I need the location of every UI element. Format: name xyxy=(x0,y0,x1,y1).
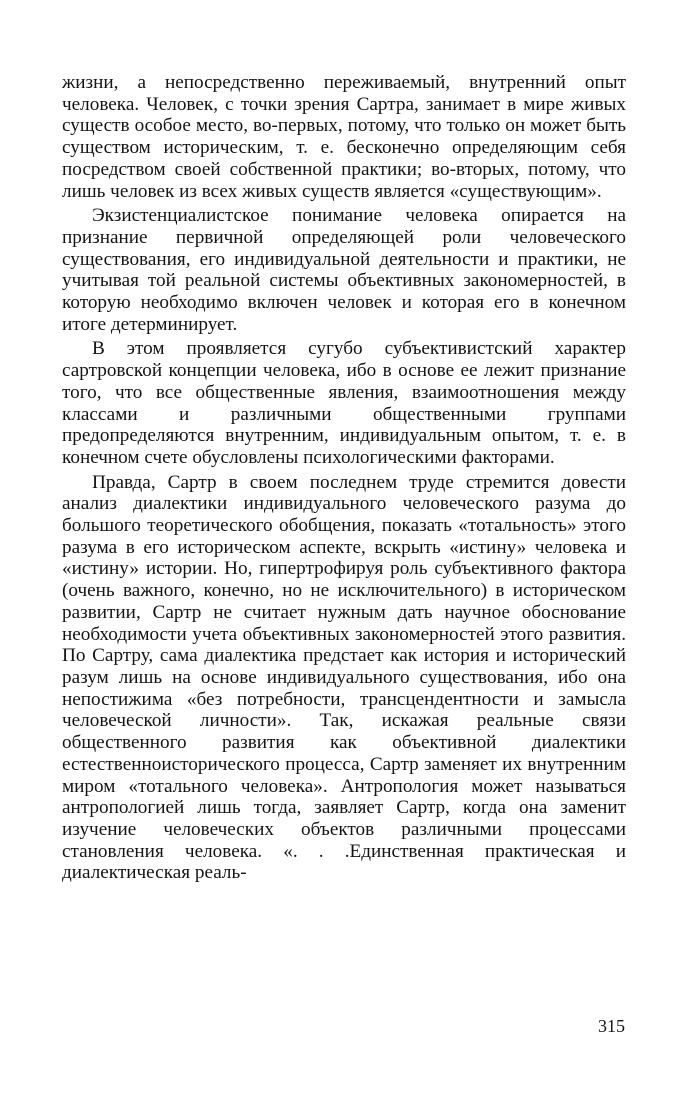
paragraph-2: Экзистенциалистское понимание человека опирается на признание первичной определяющей роли человеческого существования, его индивидуальной деятельности и практики, не учитывая той реальной системы объективных закономерностей, в которую необходимо включен человек и которая его в конечном итоге детерминирует. xyxy=(62,205,626,335)
paragraph-4: Правда, Сартр в своем последнем труде стремится довести анализ диалектики индивидуального человеческого разума до большого теоретического обобщения, показать «тотальность» этого разума в его историческом аспекте, вскрыть «истину» человека и «истину» истории. Но, гипертрофируя роль субъективного фактора (очень важного, конечно, но не исключительного) в историческом развитии, Сартр не считает нужным дать научное обоснование необходимости учета объективных закономерностей этого развития. По Сартру, сама диалектика предстает как история и исторический разум лишь на основе индивидуального существования, ибо она непостижима «без потребности, трансцендентности и замысла человеческой личности». Так, искажая реальные связи общественного развития как объективной диалектики естественноисторического процесса, Сартр заменяет их внутренним миром «тотального человека». Антропология может называться антропологией лишь тогда, заявляет Сартр, когда она заменит изучение человеческих объектов различными процессами становления человека. «. . .Единственная практическая и диалектическая реаль- xyxy=(62,471,626,884)
page-number: 315 xyxy=(598,1016,625,1036)
paragraph-1: жизни, а непосредственно переживаемый, внутренний опыт человека. Человек, с точки зрения Сартра, занимает в мире живых существ особое место, во-первых, потому, что только он может быть существом историческим, т. е. бесконечно определяющим себя посредством своей собственной практики; во-вторых, потому, что лишь человек из всех живых существ является «существующим». xyxy=(62,72,626,202)
paragraph-3: В этом проявляется сугубо субъективистский характер сартровской концепции человека, ибо в основе ее лежит признание того, что все общественные явления, взаимоотношения между классами и различными общественными группами предопределяются внутренним, индивидуальным опытом, т. е. в конечном счете обусловлены психологическими факторами. xyxy=(62,338,626,468)
page-body xyxy=(62,72,626,884)
